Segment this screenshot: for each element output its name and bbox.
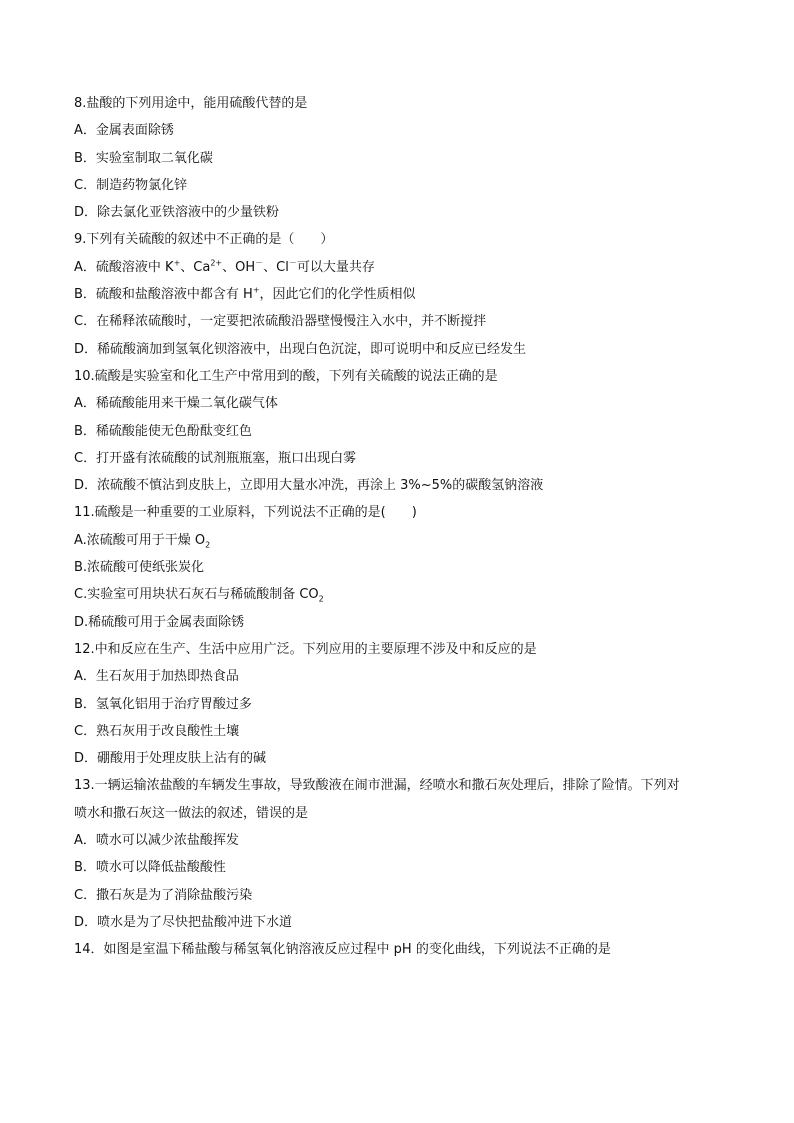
question-11-stem: 11.硫酸是一种重要的工业原料，下列说法不正确的是( ) — [74, 505, 417, 521]
question-8-stem: 8.盐酸的下列用途中，能用硫酸代替的是 — [74, 96, 308, 111]
question-10-option-a: A．稀硫酸能用来干燥二氧化碳气体 — [74, 396, 278, 412]
question-12-stem: 12.中和反应在生产、生活中应用广泛。下列应用的主要原理不涉及中和反应的是 — [74, 641, 537, 657]
question-14 — [74, 936, 734, 963]
question-13-stem-line-2: 喷水和撒石灰这一做法的叙述，错误的是 — [74, 805, 309, 821]
question-list — [74, 90, 734, 964]
question-13-option-d: D．喷水是为了尽快把盐酸冲进下水道 — [74, 914, 293, 930]
question-8-option-c: C．制造药物氯化锌 — [74, 177, 188, 193]
question-9-option-a: A．硫酸溶液中 K+、$Ca^{2+}$、OH－、Cl－可以大量共存 — [74, 258, 375, 275]
question-13-stem-line-1: 13.一辆运输浓盐酸的车辆发生事故，导致酸液在闹市泄漏，经喷水和撒石灰处理后，排除了险情。下列对 — [74, 778, 680, 794]
question-13-option-a: A．喷水可以减少浓盐酸挥发 — [74, 833, 239, 849]
question-9-option-d: D．稀硫酸滴加到氢氧化钡溶液中，出现白色沉淀，即可说明中和反应已经发生 — [74, 341, 527, 357]
question-9-option-b: B．硫酸和盐酸溶液中都含有 H+，因此它们的化学性质相似 — [74, 285, 416, 303]
question-8-option-b: B．实验室制取二氧化碳 — [74, 150, 213, 166]
question-12-option-a: A．生石灰用于加热即热食品 — [74, 669, 239, 685]
question-12-option-c: C．熟石灰用于改良酸性土壤 — [74, 723, 240, 739]
question-10 — [74, 363, 734, 499]
question-11-option-c: C.实验室可用块状石灰石与稀硫酸制备 $CO_2$ — [74, 587, 324, 604]
question-9-option-c: C．在稀释浓硫酸时，一定要把浓硫酸沿器壁慢慢注入水中，并不断搅拌 — [74, 314, 487, 330]
question-9 — [74, 226, 734, 362]
question-13-option-b: B．喷水可以降低盐酸酸性 — [74, 860, 226, 876]
question-8-option-a: A．金属表面除锈 — [74, 123, 174, 139]
question-9-stem: 9.下列有关硫酸的叙述中不正确的是（ ） — [74, 232, 334, 248]
question-11 — [74, 499, 734, 635]
question-12-option-d: D．硼酸用于处理皮肤上沾有的碱 — [74, 751, 267, 767]
question-10-option-b: B．稀硫酸能使无色酚酞变红色 — [74, 423, 252, 439]
question-13 — [74, 772, 734, 936]
question-13-option-c: C．撒石灰是为了消除盐酸污染 — [74, 887, 253, 903]
question-11-option-a: A.浓硫酸可用于干燥 $O_2$ — [74, 532, 211, 550]
question-10-option-c: C．打开盛有浓硫酸的试剂瓶瓶塞，瓶口出现白雾 — [74, 450, 357, 466]
question-8 — [74, 90, 734, 226]
question-11-option-d: D.稀硫酸可用于金属表面除锈 — [74, 614, 245, 630]
question-10-option-d: D．浓硫酸不慎沾到皮肤上，立即用大量水冲洗，再涂上 3%~5%的碳酸氢钠溶液 — [74, 478, 544, 494]
question-11-option-b: B.浓硫酸可使纸张炭化 — [74, 560, 205, 576]
question-14-stem: 14．如图是室温下稀盐酸与稀氢氧化钠溶液反应过程中 pH 的变化曲线，下列说法不正确的是 — [74, 942, 611, 958]
question-12 — [74, 636, 734, 772]
question-10-stem: 10.硫酸是实验室和化工生产中常用到的酸，下列有关硫酸的说法正确的是 — [74, 368, 498, 384]
question-8-option-d: D．除去氯化亚铁溶液中的少量铁粉 — [74, 205, 280, 221]
question-12-option-b: B．氢氧化铝用于治疗胃酸过多 — [74, 696, 252, 712]
